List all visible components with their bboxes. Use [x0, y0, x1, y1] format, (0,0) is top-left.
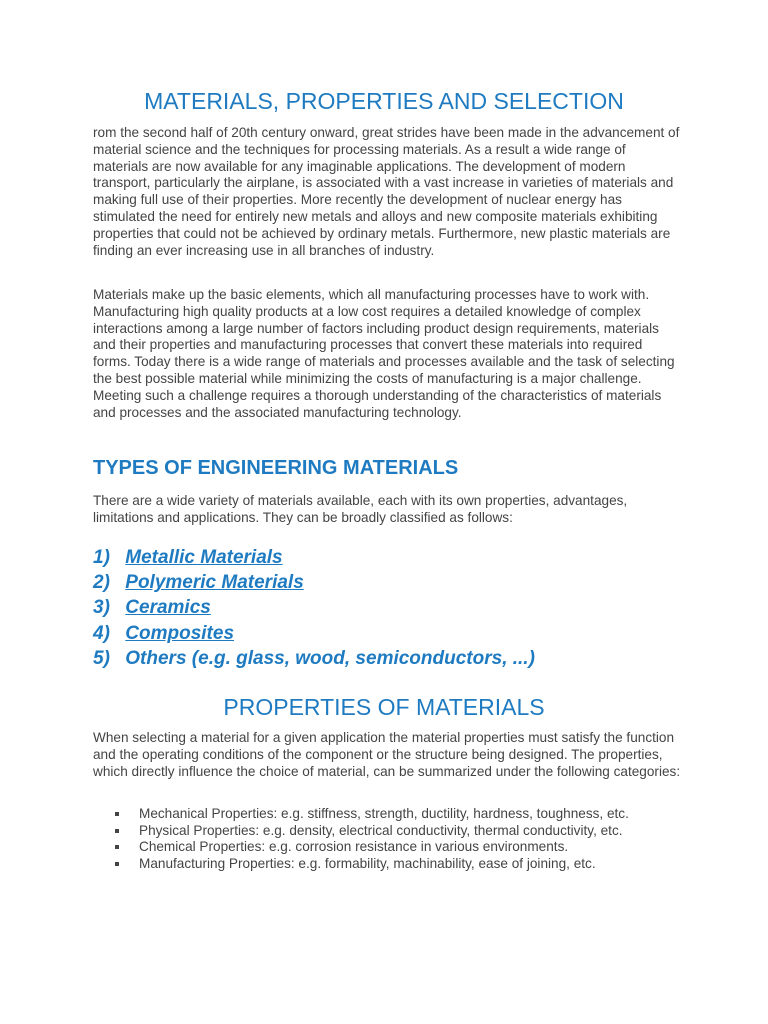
property-item-mechanical: Mechanical Properties: e.g. stiffness, strength, ductility, hardness, toughness, etc. — [139, 806, 629, 821]
list-item — [113, 823, 673, 840]
list-item — [113, 806, 673, 823]
list-number: 5) — [93, 647, 110, 669]
list-item — [93, 646, 535, 671]
properties-heading: PROPERTIES OF MATERIALS — [223, 694, 545, 720]
intro-paragraph-2: Materials make up the basic elements, which all manufacturing processes have to work with. Manufacturing high quality products at a low cost requires a detailed knowledge of complex interactions among a large number of factors including product design requirements, materials and their properties and manufacturing processes that convert these materials into required forms. Today there is a wide range of materials and processes available and the task of selecting the best possible material while minimizing the costs of manufacturing is a major challenge. Meeting such a challenge requires a thorough understanding of the characteristics of materials and processes and the associated manufacturing technology. — [93, 287, 675, 420]
list-number: 4) — [93, 622, 110, 644]
intro-paragraph-1: rom the second half of 20th century onward, great strides have been made in the advancement of material science and the techniques for processing materials. As a result a wide range of materials are now available for any imaginable applications. The development of modern transport, particularly the airplane, is associated with a vast increase in varieties of materials and making full use of their properties. More recently the development of nuclear energy has stimulated the need for entirely new metals and alloys and new composite materials exhibiting properties that could not be achieved by ordinary metals. Furthermore, new plastic materials are finding an ever increasing use in all branches of industry. — [93, 125, 680, 258]
list-item — [93, 570, 535, 595]
list-number: 3) — [93, 597, 110, 619]
link-polymeric-materials[interactable]: Polymeric Materials — [125, 572, 304, 594]
page-title: MATERIALS, PROPERTIES AND SELECTION — [144, 88, 624, 114]
list-item — [113, 856, 673, 873]
property-item-physical: Physical Properties: e.g. density, electrical conductivity, thermal conductivity, etc. — [139, 822, 623, 838]
list-item — [93, 595, 535, 620]
link-composites[interactable]: Composites — [125, 622, 235, 644]
list-number: 1) — [93, 547, 110, 568]
bullet-icon — [115, 845, 119, 849]
property-item-manufacturing: Manufacturing Properties: e.g. formability, machinability, ease of joining, etc. — [139, 855, 596, 871]
list-item — [93, 545, 535, 570]
list-item — [113, 839, 673, 856]
list-item-label-others: Others (e.g. glass, wood, semiconductors, ...) — [125, 647, 535, 669]
list-number: 2) — [93, 572, 110, 594]
material-types-list — [93, 545, 535, 671]
property-item-chemical: Chemical Properties: e.g. corrosion resistance in various environments. — [139, 839, 569, 855]
link-metallic-materials[interactable]: Metallic Materials — [125, 547, 283, 568]
properties-intro: When selecting a material for a given application the material properties must satisfy the function and the operating conditions of the component or the structure being designed. The properties, which directly influence the choice of material, can be summarized under the following categories: — [93, 730, 681, 779]
bullet-icon — [115, 829, 119, 833]
bullet-icon — [115, 812, 119, 816]
bullet-icon — [115, 862, 119, 866]
link-ceramics[interactable]: Ceramics — [125, 597, 211, 619]
types-intro: There are a wide variety of materials available, each with its own properties, advantages, limitations and applications. They can be broadly classified as follows: — [93, 493, 628, 525]
types-heading: TYPES OF ENGINEERING MATERIALS — [93, 457, 459, 479]
properties-list — [113, 806, 673, 872]
list-item — [93, 621, 535, 646]
